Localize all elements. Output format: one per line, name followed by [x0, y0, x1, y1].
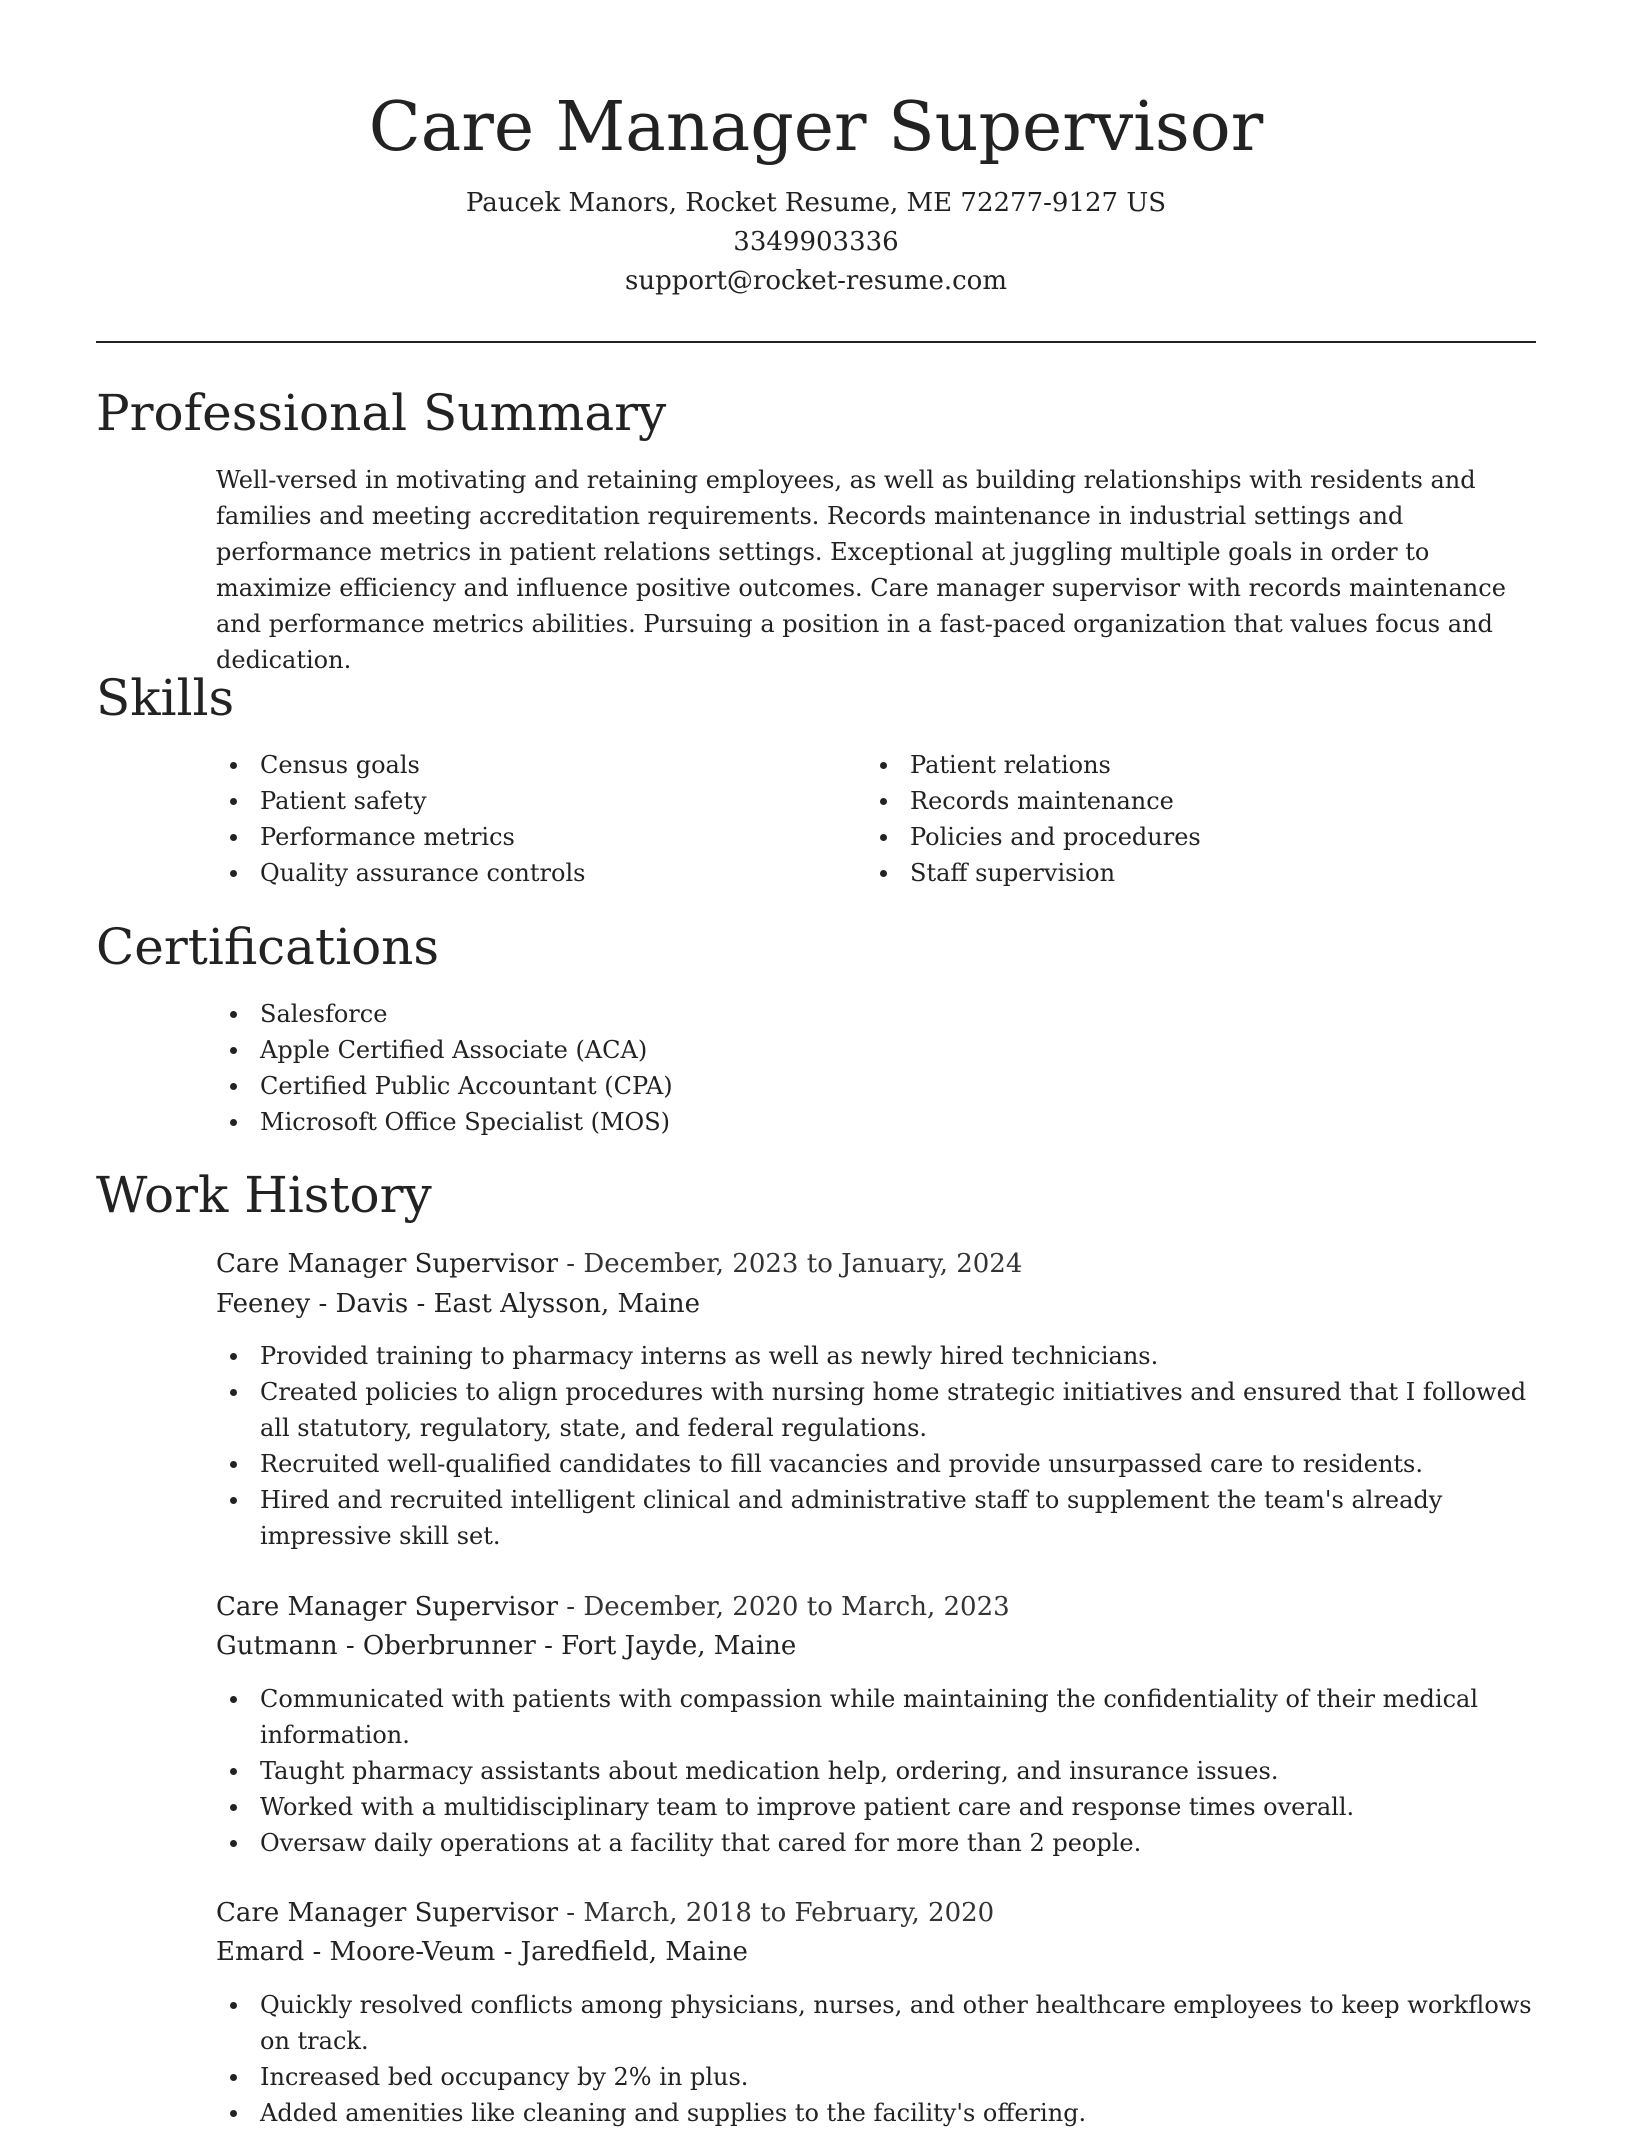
job-bullet: Worked with a multidisciplinary team to improve patient care and response times overall.: [216, 1789, 1538, 1825]
job-bullet: Added amenities like cleaning and supplies to the facility's offering.: [216, 2095, 1538, 2131]
job-separator: -: [558, 1249, 584, 1279]
job-bullet: Quickly resolved conflicts among physicians, nurses, and other healthcare employees to keep workflows on track.: [216, 1987, 1538, 2059]
job-bullets: [216, 1681, 1538, 1861]
job-dates: December, 2023 to January, 2024: [583, 1249, 1023, 1279]
job-bullet: Increased bed occupancy by 2% in plus.: [216, 2059, 1538, 2095]
job-role: Care Manager Supervisor: [216, 1898, 559, 1928]
job-company: Feeney - Davis: [216, 1289, 409, 1319]
job-company: Emard - Moore-Veum: [216, 1937, 496, 1967]
job-location: East Alysson, Maine: [433, 1289, 701, 1319]
job-bullet: Provided training to pharmacy interns as well as newly hired technicians.: [216, 1338, 1538, 1374]
certification-item: Apple Certified Associate (ACA): [216, 1032, 1216, 1068]
skill-item: Performance metrics: [216, 819, 816, 855]
skill-item: Census goals: [216, 747, 816, 783]
summary-text: Well-versed in motivating and retaining employees, as well as building relationships with residents and families and meeting accreditation requirements. Records maintenance in industrial settings and performance metrics in patient relations settings. Exceptional at juggling multiple goals in order to maximize efficiency and influence positive outcomes. Care manager supervisor with records maintenance and performance metrics abilities. Pursuing a position in a fast-paced organization that values focus and dedication.: [216, 466, 1506, 674]
job-bullet: Recruited well-qualified candidates to fill vacancies and provide unsurpassed care to residents.: [216, 1446, 1538, 1482]
candidate-name: Care Manager Supervisor: [368, 88, 1264, 167]
header-divider: [96, 341, 1536, 343]
summary-heading: Professional Summary: [96, 384, 667, 442]
job-dates: March, 2018 to February, 2020: [583, 1898, 995, 1928]
job-location: Jaredfield, Maine: [520, 1937, 748, 1967]
certification-item: Salesforce: [216, 996, 1216, 1032]
job-bullet: Hired and recruited intelligent clinical and administrative staff to supplement the team's already impressive skill set.: [216, 1482, 1538, 1554]
certifications-heading: Certifications: [96, 918, 440, 976]
job-bullets: [216, 1338, 1538, 1554]
skill-item: Staff supervision: [866, 855, 1506, 891]
job-bullet: Created policies to align procedures with nursing home strategic initiatives and ensured that I followed all statutory, regulatory, state, and federal regulations.: [216, 1374, 1538, 1446]
work-history-heading: Work History: [96, 1166, 432, 1224]
skill-item: Patient safety: [216, 783, 816, 819]
job-role: Care Manager Supervisor: [216, 1249, 559, 1279]
certification-item: Certified Public Accountant (CPA): [216, 1068, 1216, 1104]
skill-item: Quality assurance controls: [216, 855, 816, 891]
resume-header: [96, 82, 1536, 301]
certification-item: Microsoft Office Specialist (MOS): [216, 1104, 1216, 1140]
skill-item: Records maintenance: [866, 783, 1506, 819]
skills-heading: Skills: [96, 669, 235, 727]
job-bullet: Oversaw daily operations at a facility that cared for more than 2 people.: [216, 1825, 1538, 1861]
contact-info: [96, 184, 1536, 301]
job-dates: December, 2020 to March, 2023: [583, 1592, 1010, 1622]
job-company-line: Emard - Moore-Veum - Jaredfield, Maine: [216, 1937, 748, 1967]
job-title-line: [216, 1588, 1010, 1627]
phone-line: 3349903336: [733, 227, 899, 257]
address-line: Paucek Manors, Rocket Resume, ME 72277-9127 US: [465, 188, 1167, 218]
job-bullet: Taught pharmacy assistants about medication help, ordering, and insurance issues.: [216, 1753, 1538, 1789]
job-bullets: [216, 1987, 1538, 2131]
job-company: Gutmann - Oberbrunner: [216, 1631, 536, 1661]
job-location: Fort Jayde, Maine: [561, 1631, 797, 1661]
skills-list-right: [866, 747, 1506, 891]
email-line: support@rocket-resume.com: [624, 266, 1007, 296]
job-title-line: [216, 1245, 1022, 1284]
job-company-line: Feeney - Davis - East Alysson, Maine: [216, 1289, 701, 1319]
job-title-line: [216, 1894, 994, 1933]
job-company-line: Gutmann - Oberbrunner - Fort Jayde, Maine: [216, 1631, 797, 1661]
job-bullet: Communicated with patients with compassion while maintaining the confidentiality of their medical information.: [216, 1681, 1538, 1753]
skill-item: Policies and procedures: [866, 819, 1506, 855]
skill-item: Patient relations: [866, 747, 1506, 783]
job-separator: -: [558, 1592, 584, 1622]
job-separator: -: [558, 1898, 584, 1928]
skills-list-left: [216, 747, 816, 891]
job-role: Care Manager Supervisor: [216, 1592, 559, 1622]
certifications-list: [216, 996, 1216, 1140]
